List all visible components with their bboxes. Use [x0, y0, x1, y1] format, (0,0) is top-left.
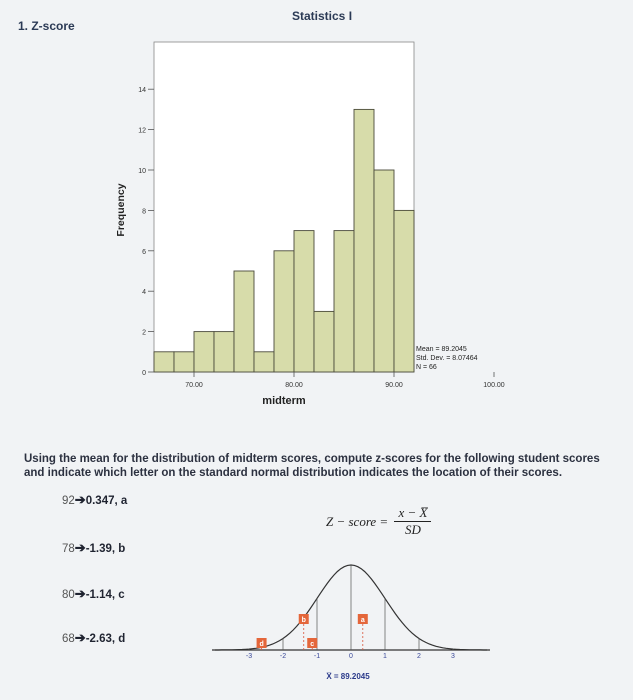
y-tick-label: 14 — [138, 87, 146, 95]
arrow-right-icon: ➔ — [74, 630, 86, 645]
arrow-right-icon: ➔ — [74, 540, 86, 555]
score-marker-letter: b — [301, 617, 306, 624]
student-score: 92 — [62, 495, 75, 507]
instructions-text: Using the mean for the distribution of midterm scores, compute z-scores for the following student scores and indicate which letter on the standard normal distribution indicates the location of their scores. — [24, 453, 600, 479]
score-marker-letter: c — [310, 641, 315, 648]
x-tick-label: 80.00 — [285, 382, 303, 389]
sd-tick-label: 2 — [417, 653, 421, 660]
x-tick-label: 90.00 — [385, 382, 403, 389]
formula-lhs: Z − score = — [326, 513, 389, 529]
score-marker-letter: d — [259, 641, 264, 648]
sd-tick-label: -1 — [313, 653, 321, 660]
section-title: 1. Z-score — [18, 19, 75, 33]
sd-tick-label: 3 — [451, 653, 455, 660]
histogram-stat: Std. Dev. = 8.07464 — [416, 355, 478, 362]
score-marker-letter: a — [360, 617, 365, 624]
sd-tick-label: -3 — [245, 653, 253, 660]
histogram-stat: N = 66 — [416, 364, 437, 371]
sd-tick-label: 1 — [383, 653, 387, 660]
y-tick-label: 10 — [138, 168, 146, 175]
x-tick-label: 100.00 — [483, 382, 505, 389]
student-score: 80 — [62, 589, 75, 601]
sd-tick-label: 0 — [349, 653, 353, 660]
zscore-answer: -1.14, c — [85, 589, 125, 601]
y-tick-label: 2 — [142, 329, 146, 337]
student-score: 78 — [62, 543, 75, 555]
arrow-right-icon: ➔ — [74, 492, 86, 507]
student-score: 68 — [62, 633, 75, 645]
y-tick-label: 8 — [142, 208, 146, 216]
zscore-answer: -2.63, d — [85, 633, 126, 645]
y-tick-label: 6 — [142, 248, 146, 256]
mean-label: X̅ = 89.2045 — [326, 672, 370, 681]
formula-numerator: x − X̅ — [394, 505, 431, 522]
histogram-stat: Mean = 89.2045 — [416, 346, 467, 353]
page-header-title: Statistics I — [292, 9, 353, 23]
y-tick-label: 0 — [142, 370, 146, 377]
sd-tick-label: -2 — [279, 653, 287, 660]
zscore-answer: 0.347, a — [85, 495, 128, 507]
formula-denominator: SD — [405, 522, 421, 537]
y-tick-label: 12 — [138, 127, 146, 135]
arrow-right-icon: ➔ — [74, 586, 86, 601]
zscore-answer: -1.39, b — [85, 543, 126, 555]
x-tick-label: 70.00 — [185, 382, 203, 389]
y-tick-label: 4 — [142, 289, 146, 297]
y-axis-label: Frequency — [115, 183, 127, 237]
x-axis-label: midterm — [262, 395, 306, 407]
